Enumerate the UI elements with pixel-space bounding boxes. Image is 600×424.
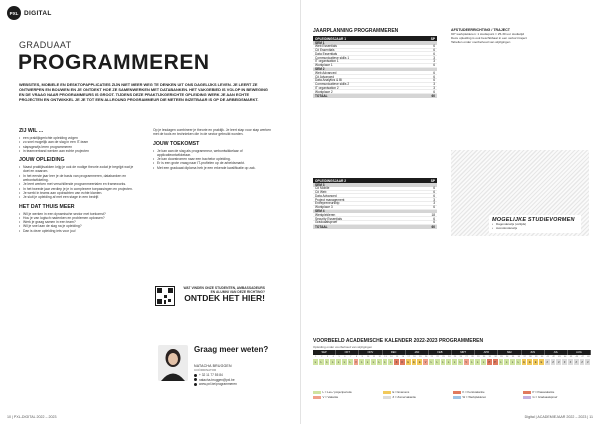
calendar-week-number: 18 (413, 356, 416, 358)
calendar-week-number: 43 (558, 356, 561, 358)
total-label: TOTAAL (315, 224, 328, 229)
list-item: • Dagonderwijs (voltijds) (492, 223, 578, 227)
calendar-week-number: 19 (419, 356, 422, 358)
logo-mark: PXL (7, 6, 21, 20)
aside-line: 90° werkplekleren: 1 studiepunt = 25-30 uur studietijd (451, 32, 525, 36)
calendar-week-number: 2 (321, 356, 323, 358)
calendar-week: L (458, 359, 464, 365)
legend-item (313, 390, 379, 394)
calendar-week: L (470, 359, 476, 365)
calendar-week: L (481, 359, 487, 365)
semester-header: SEM 1 (313, 41, 437, 45)
calendar-month: MRT (452, 350, 475, 355)
total-value: 60 (431, 224, 435, 229)
section-opleiding (19, 157, 137, 199)
calendar-month: DEC (383, 350, 406, 355)
course-name: Security Essentials (315, 216, 342, 221)
globe-icon (194, 383, 197, 386)
course-name: Entrepreneurship (315, 201, 340, 206)
table-total (313, 225, 437, 229)
calendar-title: VOORBEELD ACADEMISCHE KALENDER 2022-2023 PROGRAMMEREN (313, 338, 484, 344)
calendar-week: V (464, 359, 470, 365)
promo-caption: WAT VINDEN ONZE STUDENTEN, AMBASSADEURS EN ALUMNI VAN DEZE RICHTING? (183, 286, 265, 295)
legend-swatch (313, 391, 321, 394)
course-credits: 3 (433, 55, 435, 60)
list-item: • Wil je snel aan de slag na je opleiding? (19, 224, 137, 228)
course-name: Workplace 1 (315, 63, 333, 68)
calendar-week: E (533, 359, 539, 365)
legend-label: Z = Zomervakantie (392, 395, 416, 399)
calendar-week: L (441, 359, 447, 365)
calendar-week: L (510, 359, 516, 365)
list-item: • zo snel mogelijk aan de slag in een IT-team (19, 140, 137, 144)
column-two-intro (153, 128, 271, 137)
calendar-week-number: 31 (488, 356, 492, 358)
program-table-year2 (313, 178, 437, 229)
calendar-week: E (417, 359, 423, 365)
course-name: Graduaatsproef (315, 220, 338, 225)
legend-label: P = Paasvakantie (532, 390, 555, 394)
course-credits: 3 (433, 59, 435, 64)
calendar-week-number: 20 (424, 356, 428, 358)
legend-item (383, 390, 449, 394)
calendar-week: L (336, 359, 342, 365)
calendar-week-number: 33 (500, 356, 503, 358)
legend-label: K = Kerstvakantie (462, 390, 485, 394)
course-name: Web Essentials (315, 44, 337, 49)
mail-icon (194, 378, 197, 381)
aside-notes (451, 28, 591, 45)
page-footer: Digital | ACADEMIEJAAR 2022 – 2023 | 11 (524, 415, 593, 419)
aside-line: Deze opleiding is ook beschikbaar in een verkort traject (451, 35, 527, 40)
academic-calendar (313, 350, 591, 386)
course-name: IT organisation 1 (315, 59, 339, 64)
list-item: • Je leert werken met verschillende programmeertalen en frameworks. (19, 182, 137, 186)
legend-item (383, 395, 449, 399)
course-credits: 6 (433, 193, 435, 198)
calendar-week: Z (545, 359, 551, 365)
table-header-unit: SP (430, 36, 435, 41)
calendar-month: JUN (522, 350, 545, 355)
table-row (313, 206, 437, 210)
calendar-week-number: 23 (442, 356, 445, 358)
course-name: Web Advanced (315, 70, 337, 75)
semester-header: SEM 3 (313, 183, 437, 187)
list-item: • In het tweede jaar verdiep je je in complexere toepassingen en projecten. (19, 187, 137, 191)
calendar-week: L (359, 359, 365, 365)
calendar-month: AUG (568, 350, 591, 355)
course-name: C# Advanced (315, 74, 334, 79)
section-zijwij (19, 128, 137, 153)
course-name: Data Essentials (315, 51, 338, 56)
course-name: C# Web (315, 190, 327, 194)
calendar-month: NOV (359, 350, 382, 355)
table-row (313, 64, 437, 68)
calendar-week: L (348, 359, 354, 365)
list-item: • In het eerste jaar leer je de basis van programmeren, databanken en webontwikkeling. (19, 174, 137, 183)
calendar-week-number: 13 (384, 356, 387, 358)
calendar-week: L (383, 359, 389, 365)
course-credits: 6 (433, 89, 435, 94)
calendar-week-number: 37 (523, 356, 526, 358)
calendar-week: L (446, 359, 452, 365)
legend-item (523, 395, 589, 399)
semester-header: SEM 4 (313, 210, 437, 214)
calendar-week: L (342, 359, 348, 365)
calendar-week: Z (551, 359, 557, 365)
calendar-week: L (371, 359, 377, 365)
calendar-week: E (412, 359, 418, 365)
calendar-week-number: 12 (378, 356, 381, 358)
planning-title: JAARPLANNING PROGRAMMEREN (313, 28, 399, 34)
course-credits: 6 (433, 63, 435, 68)
calendar-week: L (516, 359, 522, 365)
table-header-unit: SP (430, 178, 435, 183)
calendar-week: L (452, 359, 458, 365)
calendar-week-number: 26 (459, 356, 463, 358)
course-credits: 6 (433, 78, 435, 83)
calendar-week-number: 35 (511, 356, 515, 358)
legend-swatch (313, 396, 321, 399)
calendar-week-number: 16 (401, 356, 405, 358)
calendar-week-number: 28 (471, 356, 474, 358)
list-item: • Je werkt in teams aan opdrachten van echte klanten. (19, 191, 137, 195)
calendar-week-number: 44 (563, 356, 567, 358)
calendar-week: K (400, 359, 406, 365)
calendar-week-number: 15 (395, 356, 399, 358)
legend-item (453, 390, 519, 394)
paragraph: Op je lesdagen combineer je theorie en praktijk. Je leert stap voor stap werken met de tools en technieken die in de sector gebruikt worden. (153, 128, 271, 137)
course-name: Workplace 3 (315, 205, 333, 210)
calendar-week: L (475, 359, 481, 365)
list-item: • een praktijkgerichte opleiding volgen (19, 136, 137, 140)
calendar-week-number: 11 (372, 356, 375, 358)
calendar-week: P (487, 359, 493, 365)
video-promo[interactable] (155, 286, 290, 306)
calendar-week-number: 39 (534, 356, 538, 358)
section-thuis (19, 204, 137, 233)
calendar-month: MEI (498, 350, 521, 355)
calendar-week-number: 27 (465, 356, 468, 358)
calendar-week-number: 48 (587, 356, 590, 358)
calendar-month: SEP (313, 350, 336, 355)
calendar-week-number: 46 (575, 356, 578, 358)
legend-swatch (523, 396, 531, 399)
calendar-month: JAN (406, 350, 429, 355)
calendar-week-number: 6 (344, 356, 346, 358)
phone-icon (194, 374, 197, 377)
course-name: Data Analytics & BI (315, 78, 343, 83)
intro-text: WEBSITES, MOBIELE EN DESKTOPAPPLICATIES ZIJN NIET MEER WEG TE DENKEN UIT ONS DAGELIJKS LEVEN. JE LEERT ZE ONTWERPEN EN BOUWEN EN JE ONTDEKT HOE ZE SAMENWERKEN MET DATABANKEN. HET VAKGEBIED IS VOLOP IN BEWEGING EN DE VRAAG NAAR PROGRAMMEURS IS GROOT. TIJDENS DEZE PRAKTIJKGERICHTE OPLEIDING WERK JE AAN ECHTE PROJECTEN EN ONTWIKKEL JE JE TOT EEN ALLROUND PROGRAMMEUR DIE METEEN INZETBAAR IS OP DE ARBEIDSMARKT. (19, 82, 268, 103)
program-table-year1 (313, 36, 437, 98)
calendar-week-number: 17 (407, 356, 410, 358)
total-label: TOTAAL (315, 94, 328, 99)
calendar-week-number: 8 (355, 356, 358, 358)
calendar-week: E (522, 359, 528, 365)
course-credits: 6 (433, 74, 435, 79)
calendar-week: L (435, 359, 441, 365)
calendar-week-number: 3 (326, 356, 329, 358)
contact-name: NATACHA BRUGGEN (194, 364, 232, 368)
calendar-week-number: 36 (517, 356, 520, 358)
aside-line: Tabellen onder voorbehoud van wijzigingen (451, 39, 511, 44)
course-credits: 3 (433, 197, 435, 202)
list-item: • in teamverband werken aan echte projecten (19, 149, 137, 153)
calendar-week-number: 9 (361, 356, 363, 358)
calendar-week: Z (580, 359, 586, 365)
list-item: • Werk je graag samen in een team? (19, 220, 137, 224)
legend-swatch (383, 391, 391, 394)
calendar-week-number: 22 (436, 356, 439, 358)
calendar-subtitle: Opleiding onder voorbehoud van wijzigingen (313, 345, 373, 349)
course-credits: 3 (433, 82, 435, 87)
calendar-week-number: 45 (569, 356, 573, 358)
course-name: Project management (315, 197, 345, 202)
study-forms-title: MOGELIJKE STUDIEVORMEN (492, 217, 575, 223)
calendar-week-number: 1 (315, 356, 317, 358)
list-item: • Met een graduaat diploma heb je een erkende kwalificatie op zak. (153, 166, 271, 170)
course-credits: 3 (433, 201, 435, 206)
calendar-week-number: 7 (350, 356, 352, 358)
contact-title: Graag meer weten? (194, 345, 269, 354)
course-credits: 3 (433, 85, 435, 90)
calendar-week: E (527, 359, 533, 365)
course-credits: 6 (433, 51, 435, 56)
section-heading: HET DAT THUIS MEER (19, 203, 75, 210)
contact-email[interactable]: natacha.bruggen@pxl.be (194, 378, 237, 383)
calendar-week-number: 34 (505, 356, 509, 358)
calendar-week: L (377, 359, 383, 365)
list-item: • Avondonderwijs (492, 227, 578, 231)
calendar-week: K (394, 359, 400, 365)
qr-code-icon[interactable] (155, 286, 175, 306)
calendar-week: Z (562, 359, 568, 365)
legend-item (313, 395, 379, 399)
aside-heading: AFSTUDEERRICHTING / TRAJECT (451, 28, 510, 32)
list-item: • Hou je van logisch nadenken en problemen oplossen? (19, 216, 137, 220)
calendar-week: Z (574, 359, 580, 365)
course-credits: 6 (433, 190, 435, 194)
course-name: Data Advanced (315, 193, 337, 198)
contact-website[interactable]: www.pxl.be/programmeren (194, 382, 237, 387)
calendar-week-number: 10 (366, 356, 370, 358)
calendar-month: OKT (336, 350, 359, 355)
calendar-week: P (493, 359, 499, 365)
course-credits: 6 (433, 44, 435, 49)
calendar-month: FEB (429, 350, 452, 355)
calendar-week: L (365, 359, 371, 365)
legend-swatch (453, 396, 461, 399)
list-item: • Wil je werken in een dynamische sector met toekomst? (19, 212, 137, 216)
course-credits: 6 (433, 216, 435, 221)
legend-item (453, 395, 519, 399)
table-header-label: OPLEIDINGSJAAR 2 (315, 178, 346, 183)
calendar-week: L (313, 359, 319, 365)
legend-swatch (523, 391, 531, 394)
table-header-label: OPLEIDINGSJAAR 1 (315, 36, 346, 41)
right-page (300, 0, 600, 424)
study-forms-card (489, 215, 581, 233)
calendar-week: L (330, 359, 336, 365)
course-name: IT organisation 2 (315, 85, 339, 90)
calendar-week: V (423, 359, 429, 365)
course-name: Werkplekleren (315, 212, 336, 217)
calendar-week-number: 29 (476, 356, 480, 358)
legend-label: V = Vakantie (322, 395, 339, 399)
list-item: • Naast praktijkvakken krijg je ook de nodige theorie zodat je begrijpt wat je doet en waarom. (19, 165, 137, 174)
study-forms-panel (451, 150, 589, 236)
contact-photo (158, 345, 188, 381)
calendar-week: Z (585, 359, 591, 365)
contact-phone[interactable]: + 32 11 77 55 84 (194, 373, 237, 378)
calendar-week-number: 32 (494, 356, 497, 358)
calendar-week: E (539, 359, 545, 365)
calendar-month: JUL (545, 350, 568, 355)
contact-role: COÖRDINATOR (194, 368, 217, 372)
calendar-week: Z (568, 359, 574, 365)
course-name: C# Essentials (315, 48, 335, 52)
legend-label: W = Werkplekleren (462, 395, 487, 399)
table-total (313, 94, 437, 98)
section-heading: JOUW OPLEIDING (19, 157, 65, 164)
promo-text (179, 286, 265, 303)
calendar-legend (313, 390, 591, 399)
calendar-week: L (325, 359, 331, 365)
calendar-week-number: 14 (390, 356, 393, 358)
course-credits: 6 (433, 186, 435, 191)
calendar-week-number: 38 (529, 356, 532, 358)
list-item: • Je kan doorstromen naar een bachelor opleiding. (153, 157, 271, 161)
list-item: • Je kan aan de slag als programmeur, webontwikkelaar of applicatieontwikkelaar. (153, 149, 271, 158)
column-one (19, 128, 137, 237)
person-portrait-icon (158, 345, 188, 381)
section-heading: ZIJ WIL ... (19, 128, 44, 134)
page-eyebrow: GRADUAAT (19, 40, 72, 50)
brand-logo (7, 6, 52, 20)
legend-label: G = Graduaatsproef (532, 395, 558, 399)
legend-swatch (383, 396, 391, 399)
legend-label: L = Les-/ projectperiode (322, 390, 352, 394)
calendar-week-number: 42 (552, 356, 555, 358)
legend-label: E = Examens (392, 390, 410, 394)
page-footer: 10 | PXL-DIGITAL 2022 – 2023 (7, 415, 57, 419)
calendar-week: L (429, 359, 435, 365)
legend-swatch (453, 391, 461, 394)
calendar-week: V (354, 359, 360, 365)
course-name: Communicatieve skills 2 (315, 82, 350, 87)
calendar-weeks (313, 359, 591, 365)
list-item: • Er is een grote vraag naar IT-profielen op de arbeidsmarkt. (153, 161, 271, 165)
semester-header: SEM 2 (313, 68, 437, 72)
calendar-week: L (499, 359, 505, 365)
calendar-week-number: 40 (540, 356, 544, 358)
course-credits: 6 (433, 70, 435, 75)
calendar-week-number: 41 (546, 356, 549, 358)
calendar-week-number: 47 (581, 356, 584, 358)
course-credits: 6 (433, 220, 435, 225)
course-name: Workplace 2 (315, 89, 333, 94)
course-credits: 18 (431, 212, 435, 217)
calendar-week: L (504, 359, 510, 365)
calendar-week-number: 4 (332, 356, 334, 358)
calendar-week-number: 5 (338, 356, 340, 358)
column-two (153, 128, 271, 174)
course-credits: 6 (433, 48, 435, 52)
calendar-week: E (406, 359, 412, 365)
course-credits: 6 (433, 205, 435, 210)
calendar-week: Z (556, 359, 562, 365)
calendar-week-number: 24 (448, 356, 451, 358)
calendar-week-number: 25 (453, 356, 457, 358)
calendar-week: L (388, 359, 394, 365)
section-heading: JOUW TOEKOMST (153, 140, 200, 147)
total-value: 60 (431, 94, 435, 99)
calendar-week-number: 21 (430, 356, 434, 358)
calendar-week-number: 30 (482, 356, 486, 358)
legend-item (523, 390, 589, 394)
section-toekomst (153, 141, 271, 170)
calendar-week: L (319, 359, 325, 365)
list-item: • Je sluit je opleiding af met een stage in een bedrijf. (19, 195, 137, 199)
list-item: • Dan is deze opleiding iets voor jou! (19, 229, 137, 233)
course-name: C# Mobile (315, 186, 330, 191)
promo-cta[interactable]: ONTDEK HET HIER! (184, 293, 265, 304)
course-name: Communicatieve skills 1 (315, 55, 350, 60)
page-title: PROGRAMMEREN (18, 51, 210, 74)
logo-text: DIGITAL (24, 9, 52, 17)
contact-lines (194, 373, 237, 387)
list-item: • stapsgewijs leren programmeren (19, 145, 137, 149)
calendar-month: APR (475, 350, 498, 355)
